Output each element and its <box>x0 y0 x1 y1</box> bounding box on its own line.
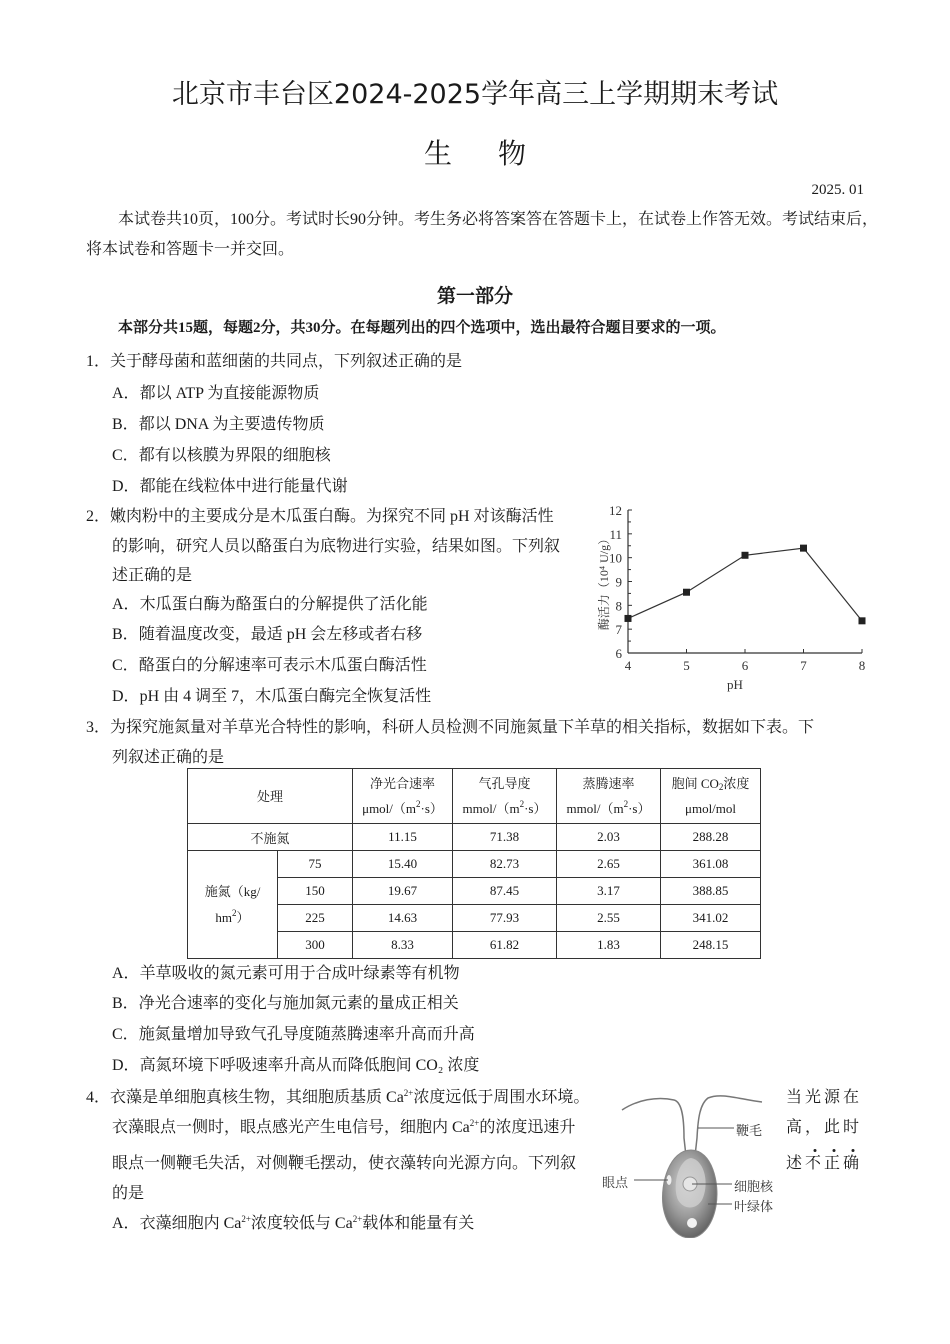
option-a: A．衣藻细胞内 $Ca^{2+}$浓度较低与 $Ca^{2+}$载体和能量有关 <box>112 1214 475 1232</box>
option-label: A． <box>112 965 140 982</box>
stem-text: 当光源在 <box>786 1089 863 1106</box>
question-stem: 关于酵母菌和蓝细菌的共同点，下列叙述正确的是 <box>110 353 463 370</box>
option-c <box>112 1021 475 1044</box>
label-eyespot: 眼点 <box>602 1176 629 1191</box>
table-cell: 341.02 <box>661 905 761 932</box>
table-cell: 2.65 <box>557 851 661 878</box>
option-label: A． <box>112 1215 140 1232</box>
data-point-marker <box>859 617 866 624</box>
x-tick-label: 4 <box>624 658 632 673</box>
table-header-net-photosynthesis: 净光合速率 μmol/$(m^2\cdot s)$ <box>353 769 453 824</box>
label-chloroplast: 叶绿体 <box>734 1200 774 1215</box>
option-text: 都能在线粒体中进行能量代谢 <box>139 478 348 495</box>
table-cell: 388.85 <box>661 878 761 905</box>
option-label: D． <box>112 688 140 705</box>
table-cell: 2.55 <box>557 905 661 932</box>
stem-text: 的浓度迅速升 <box>479 1119 576 1136</box>
stem-text: 眼点一侧鞭毛失活，对侧鞭毛摆动，使衣藻转向光源方向。下列叙 <box>112 1155 577 1172</box>
option-text: 木瓜蛋白酶为酪蛋白的分解提供了活化能 <box>139 596 428 613</box>
x-tick-label: 7 <box>800 658 807 673</box>
option-a <box>112 960 460 983</box>
option-text: 高氮环境下呼吸速率升高从而降低胞间 CO₂ 浓度 <box>139 1057 480 1074</box>
question-number: 1． <box>86 353 111 370</box>
y-tick-label: 12 <box>609 503 622 518</box>
option-label: B． <box>112 416 139 433</box>
option-d <box>112 683 431 706</box>
table-cell: 19.67 <box>353 878 453 905</box>
option-text: 都以 DNA 为主要遗传物质 <box>138 416 325 433</box>
stem-text: 的是 <box>112 1185 145 1202</box>
nitrogen-level: 225 <box>278 905 353 932</box>
data-point-marker <box>625 615 632 622</box>
pyrenoid <box>687 1218 697 1228</box>
question-stem-line: 的影响，研究人员以酪蛋白为底物进行实验，结果如图。下列叙 <box>112 538 561 555</box>
table-cell: 3.17 <box>557 878 661 905</box>
exam-instructions: 本试卷共10页，100分。考试时长90分钟。考生务必将答案答在答题卡上，在试卷上作答无效。考试结束后，将本试卷和答题卡一并交回。 <box>86 211 879 258</box>
option-label: B． <box>112 626 139 643</box>
stem-text-emphasis: 述不正确 <box>786 1155 863 1172</box>
stem-text: 高，此时 <box>786 1119 863 1136</box>
option-text: 都有以核膜为界限的细胞核 <box>138 447 331 464</box>
question-number: 4． <box>86 1089 111 1106</box>
option-a <box>112 380 319 403</box>
option-label: D． <box>112 478 140 495</box>
superscript: 2+ <box>403 1088 414 1098</box>
x-tick-label: 5 <box>683 658 690 673</box>
question-stem: 为探究施氮量对羊草光合特性的影响，科研人员检测不同施氮量下羊草的相关指标，数据如下表。下 <box>110 719 815 736</box>
question-stem: 嫩肉粉中的主要成分是木瓜蛋白酶。为探究不同 pH 对该酶活性 <box>110 508 554 525</box>
option-text: 羊草吸收的氮元素可用于合成叶绿素等有机物 <box>139 965 460 982</box>
table-cell: 61.82 <box>453 932 557 959</box>
option-d <box>112 1052 479 1075</box>
table-cell: 77.93 <box>453 905 557 932</box>
y-tick-label: 6 <box>615 646 622 661</box>
data-point-marker <box>742 552 749 559</box>
data-point-marker <box>683 589 690 596</box>
y-tick-label: 9 <box>615 574 622 590</box>
stem-text: 衣藻是单细胞真核生物，其细胞质基质 Ca <box>110 1089 404 1106</box>
x-tick-label: 8 <box>858 658 866 673</box>
superscript: 2+ <box>469 1118 480 1128</box>
table-cell: 248.15 <box>661 932 761 959</box>
x-axis-label: pH <box>727 677 743 692</box>
table-row <box>188 851 761 878</box>
nitrogen-level: 300 <box>278 932 353 959</box>
table-header-treatment: 处理 <box>188 769 353 824</box>
option-label: A． <box>112 596 140 613</box>
option-b <box>112 990 459 1013</box>
option-b <box>112 621 422 644</box>
option-text: 净光合速率的变化与施加氮元素的量成正相关 <box>138 995 459 1012</box>
y-tick-label: 8 <box>615 598 622 614</box>
table-cell: 87.45 <box>453 878 557 905</box>
table-cell: 71.38 <box>453 824 557 851</box>
question-number: 2． <box>86 508 111 525</box>
data-point-marker <box>800 545 807 552</box>
y-tick-label: 10 <box>609 550 622 566</box>
option-label: A． <box>112 385 140 402</box>
table-cell: 15.40 <box>353 851 453 878</box>
nitrogen-level: 75 <box>278 851 353 878</box>
data-line <box>628 548 862 621</box>
flagellum-left <box>622 1098 686 1156</box>
stem-text: 浓度远低于周围水环境。 <box>413 1089 590 1106</box>
enzyme-activity-chart <box>596 500 876 700</box>
table-cell: 361.08 <box>661 851 761 878</box>
question-stem-line: 述正确的是 <box>112 567 193 584</box>
table-cell: 11.15 <box>353 824 453 851</box>
option-text: pH 由 4 调至 7，木瓜蛋白酶完全恢复活性 <box>139 688 432 705</box>
question-number: 3． <box>86 719 111 736</box>
option-d <box>112 473 348 496</box>
y-tick-label: 7 <box>615 622 622 638</box>
chlamydomonas-illustration <box>612 1088 787 1238</box>
option-a <box>112 591 428 614</box>
table-header-stomatal-conductance: 气孔导度 mmol/$(m^2\cdot s)$ <box>453 769 557 824</box>
table-header-intercellular-co2: 胞间 $CO_2$浓度 μmol/mol <box>661 769 761 824</box>
x-tick-label: 6 <box>741 658 749 673</box>
label-nucleus: 细胞核 <box>734 1180 774 1195</box>
option-text: 施氮量增加导致气孔导度随蒸腾速率升高而升高 <box>138 1026 475 1043</box>
option-text: 都以 ATP 为直接能源物质 <box>139 385 320 402</box>
nitrogen-level: 150 <box>278 878 353 905</box>
table-cell: 82.73 <box>453 851 557 878</box>
option-label: D． <box>112 1057 140 1074</box>
table-cell: 2.03 <box>557 824 661 851</box>
stem-text: 衣藻眼点一侧时，眼点感光产生电信号，细胞内 Ca <box>112 1119 470 1136</box>
y-tick-label: 11 <box>609 526 622 542</box>
subject-title: 生物 <box>423 137 572 170</box>
label-flagellum: 鞭毛 <box>736 1124 763 1139</box>
option-label: C． <box>112 447 139 464</box>
option-label: C． <box>112 657 139 674</box>
section-description: 本部分共15题，每题2分，共30分。在每题列出的四个选项中，选出最符合题目要求的一项。 <box>118 320 726 336</box>
nitrogen-group-label: 施氮（kg/ $hm^2$） <box>188 851 278 959</box>
line-chart <box>596 500 876 700</box>
control-label: 不施氮 <box>188 824 353 851</box>
option-b <box>112 411 324 434</box>
table-header-row <box>188 769 761 824</box>
y-axis-label: 酶活力（10⁴ U/g） <box>597 532 611 631</box>
option-c <box>112 442 331 465</box>
table-cell: 288.28 <box>661 824 761 851</box>
option-text: 随着温度改变，最适 pH 会左移或者右移 <box>138 626 423 643</box>
nitrogen-data-table <box>187 768 761 959</box>
option-text: 酪蛋白的分解速率可表示木瓜蛋白酶活性 <box>138 657 427 674</box>
option-c <box>112 652 427 675</box>
section-title: 第一部分 <box>436 285 513 307</box>
table-cell: 14.63 <box>353 905 453 932</box>
table-header-transpiration: 蒸腾速率 mmol/$(m^2\cdot s)$ <box>557 769 661 824</box>
question-stem-line: 列叙述正确的是 <box>112 749 225 766</box>
option-label: B． <box>112 995 139 1012</box>
option-label: C． <box>112 1026 139 1043</box>
table-cell: 1.83 <box>557 932 661 959</box>
exam-title: 北京市丰台区2024-2025学年高三上学期期末考试 <box>171 79 779 110</box>
table-row <box>188 824 761 851</box>
exam-date: 2025. 01 <box>811 182 864 198</box>
table-cell: 8.33 <box>353 932 453 959</box>
chlamydomonas-figure <box>602 1088 787 1238</box>
